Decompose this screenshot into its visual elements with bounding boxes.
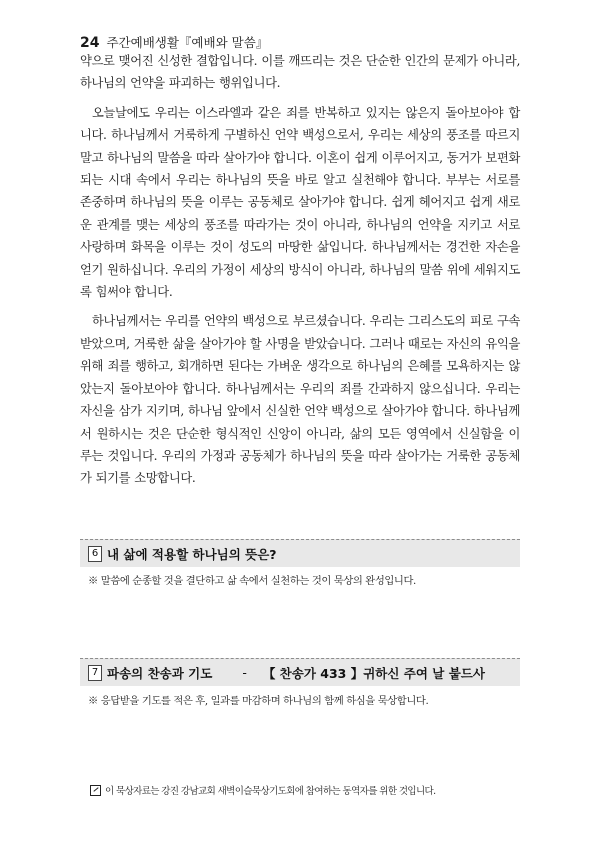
pen-icon (90, 785, 101, 796)
paragraph-application: 오늘날에도 우리는 이스라엘과 같은 죄를 반복하고 있지는 않은지 돌아보아야 합니다. 하나님께서 거룩하게 구별하신 언약 백성으로서, 우리는 세상의 풍조를 따르지 말고 하나님의 말씀을 따라 살아가야 합니다. 이혼이 쉽게 이루어지고, 동거가 보편화되는 시대 속에서 우리는 하나님의 뜻을 바로 알고 실천해야 합니다. 부부는 서로를 존중하며 하나님의 뜻을 이루는 공동체로 살아가야 합니다. 쉽게 헤어지고 쉽게 새로운 관계를 맺는 세상의 풍조를 따라가는 것이 아니라, 하나님의 언약을 지키고 서로 사랑하며 화목을 이루는 것이 성도의 마땅한 삶입니다. 하나님께서는 경건한 자손을 얻기 원하십니다. 우리의 가정이 세상의 방식이 아니라, 하나님의 말씀 위에 세워지도록 힘써야 합니다. (80, 105, 520, 300)
paragraph-continuation: 약으로 맺어진 신성한 결합입니다. 이를 깨뜨리는 것은 단순한 인간의 문제가 아니라, 하나님의 언약을 파괴하는 행위입니다. (80, 54, 520, 91)
section-6-title: 내 삶에 적용할 하나님의 뜻은? (107, 546, 277, 562)
main-text (80, 50, 520, 490)
title-separator: - (242, 665, 247, 680)
section-7-note: ※ 응답받을 기도를 적은 후, 일과를 마감하며 하나님의 함께 하심을 묵상합니다. (88, 695, 429, 707)
section-7-title: 파송의 찬송과 기도 (107, 665, 213, 681)
section-number-box: 6 (88, 546, 102, 562)
paragraph-covenant-people: 하나님께서는 우리를 언약의 백성으로 부르셨습니다. 우리는 그리스도의 피로 구속받았으며, 거룩한 삶을 살아가야 할 사명을 받았습니다. 그러나 때로는 자신의 유익을 위해 죄를 행하고, 회개하면 된다는 가벼운 생각으로 하나님의 은혜를 모욕하지는 않았는지 돌아보아야 합니다. 하나님께서는 우리의 죄를 간과하지 않으십니다. 우리는 자신을 삼가 지키며, 하나님 앞에서 신실한 언약 백성으로 살아가야 합니다. 하나님께서 원하시는 것은 단순한 형식적인 신앙이 아니라, 삶의 모든 영역에서 신실함을 이루는 것입니다. 우리의 가정과 공동체가 하나님의 뜻을 따라 살아가는 거룩한 공동체가 되기를 소망합니다. (80, 314, 521, 486)
page-header (80, 33, 520, 51)
section-number-box: 7 (88, 665, 102, 681)
footer-text: 이 묵상자료는 강진 강남교회 새벽이슬묵상기도회에 참여하는 동역자를 위한 것입니다. (105, 786, 436, 797)
page-number: 24 (80, 35, 100, 51)
footer-note (90, 783, 520, 797)
section-6-header (80, 539, 520, 567)
publication-title: 주간예배생활『예배와 말씀』 (106, 35, 269, 50)
section-6-note: ※ 말씀에 순종할 것을 결단하고 삶 속에서 실천하는 것이 묵상의 완성입니다. (88, 575, 416, 587)
section-7-header (80, 658, 520, 686)
hymn-title: 【 찬송가 433 】귀하신 주여 날 붙드사 (262, 665, 485, 681)
